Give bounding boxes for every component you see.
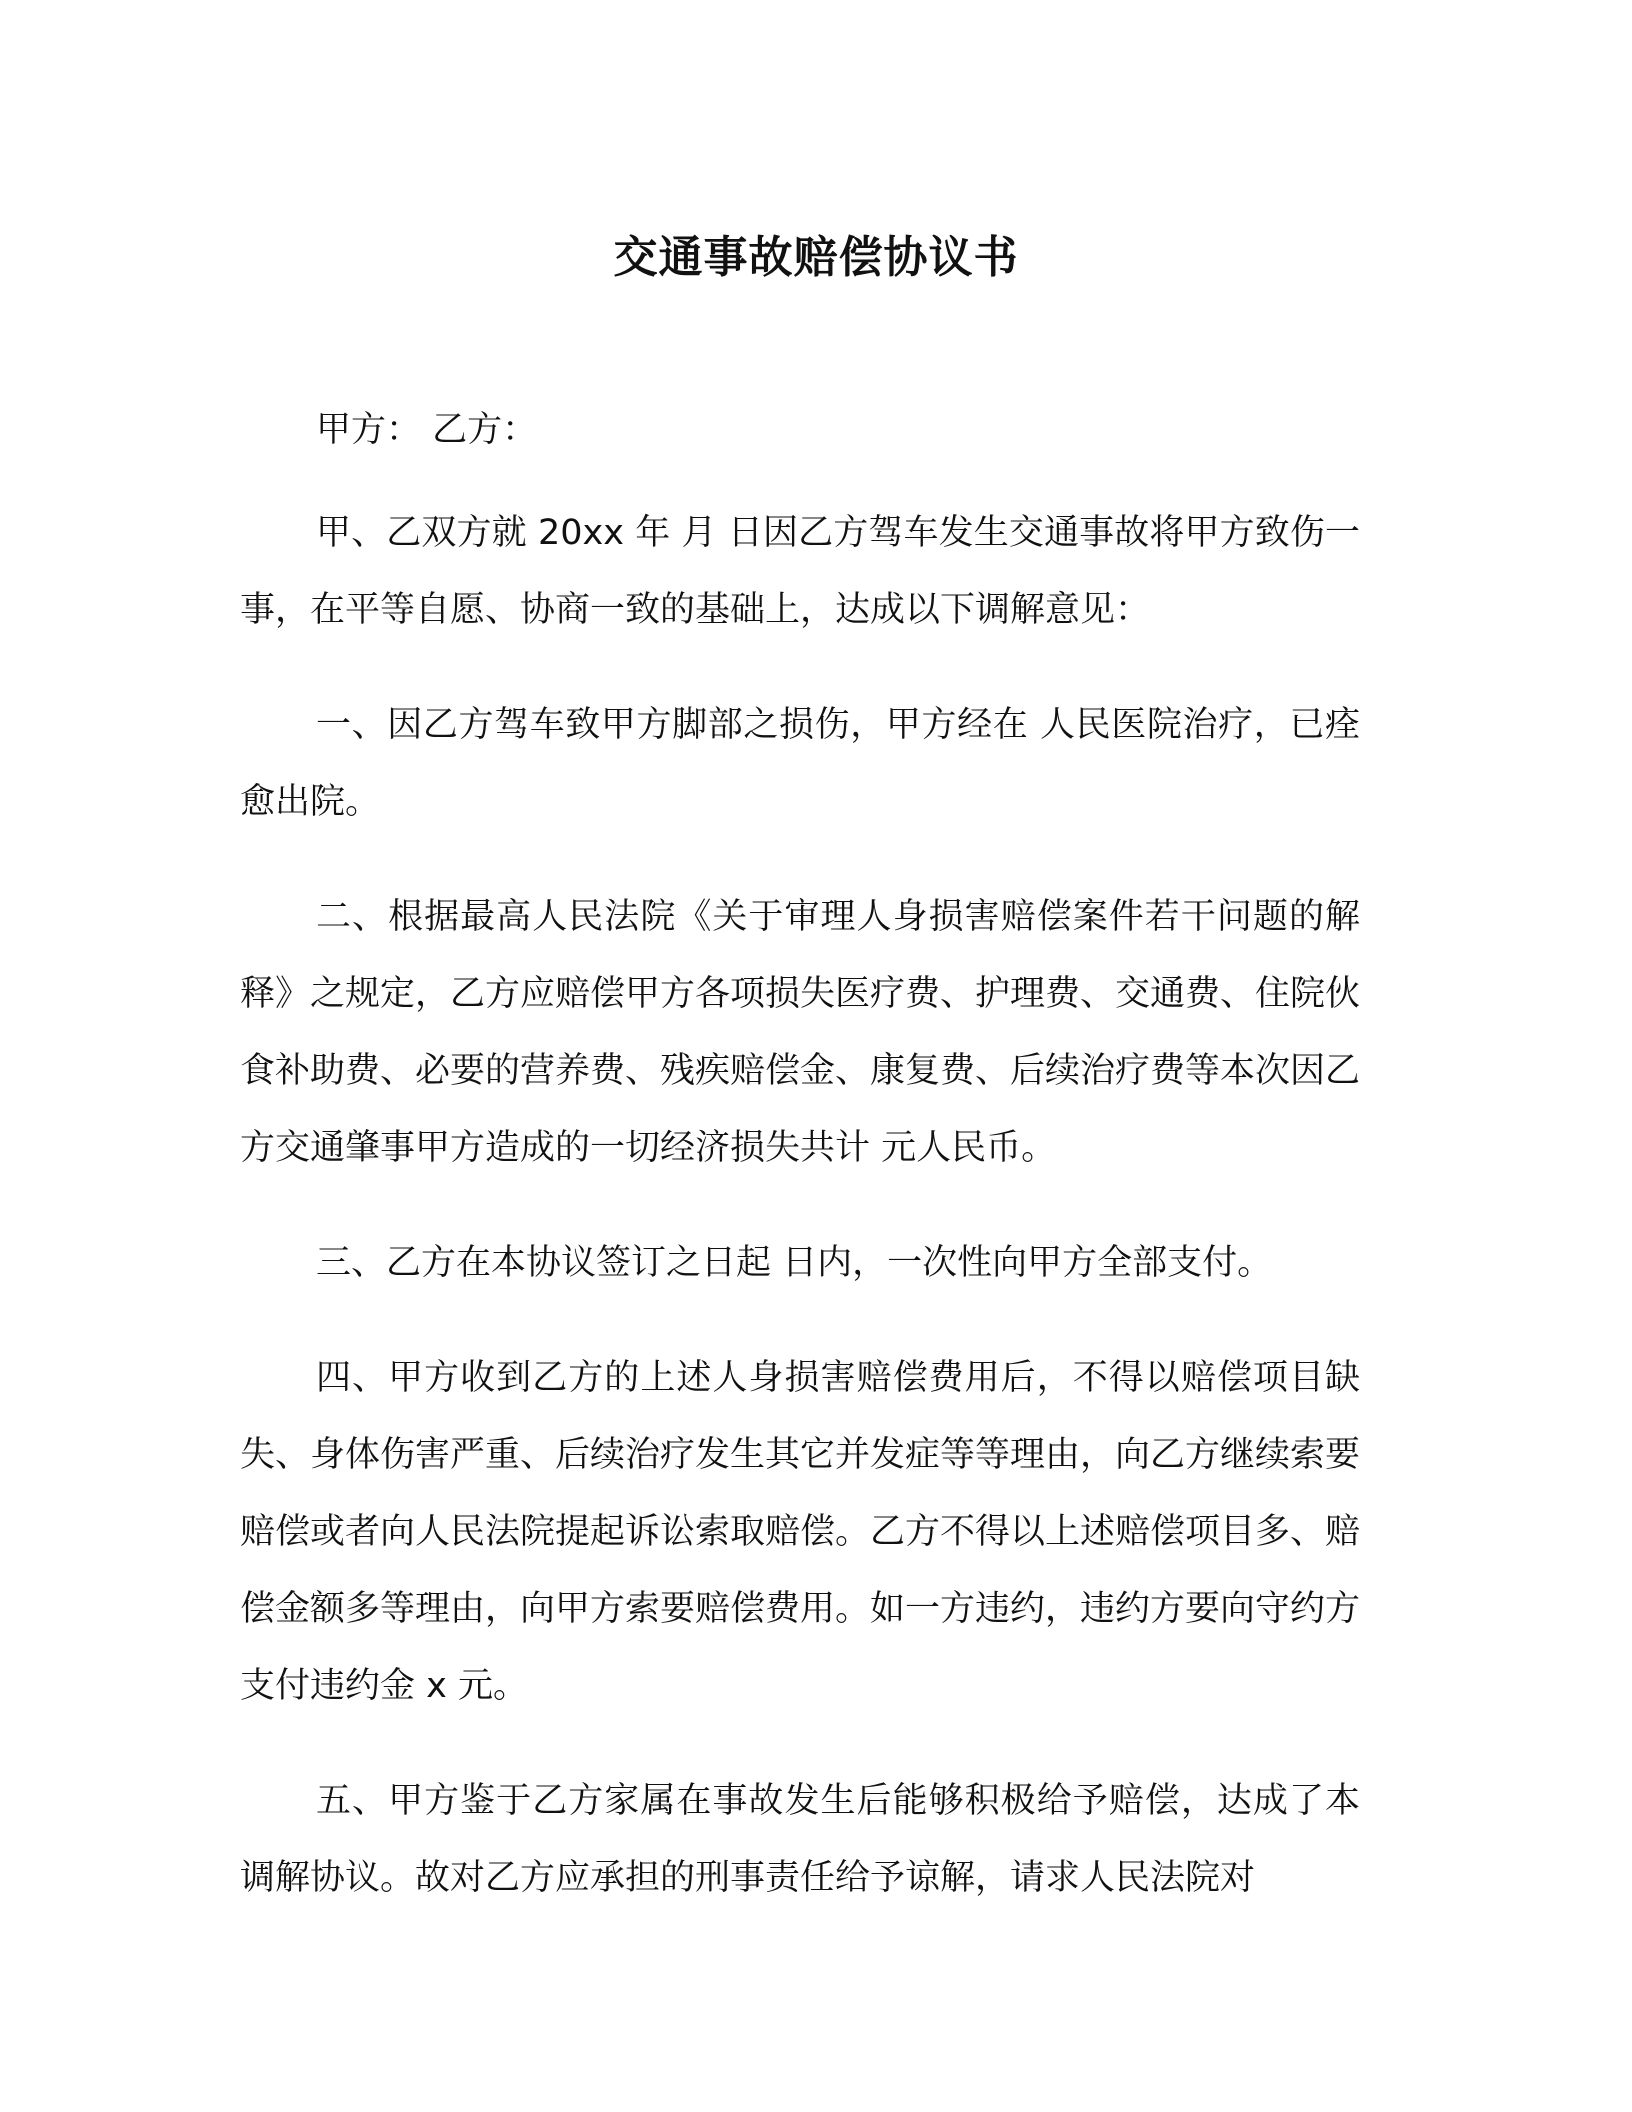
paragraph-clause-4: 四、甲方收到乙方的上述人身损害赔偿费用后，不得以赔偿项目缺失、身体伤害严重、后续治疗发生其它并发症等等理由，向乙方继续索要赔偿或者向人民法院提起诉讼索取赔偿。乙方不得以上述赔偿项目多、赔偿金额多等理由，向甲方索要赔偿费用。如一方违约，违约方要向守约方支付违约金 x 元。 <box>240 1358 1361 1706</box>
document-title: 交通事故赔偿协议书 <box>613 232 1019 283</box>
parties-line: 甲方： 乙方： <box>316 410 538 450</box>
paragraph-clause-2: 二、根据最高人民法院《关于审理人身损害赔偿案件若干问题的解释》之规定，乙方应赔偿甲方各项损失医疗费、护理费、交通费、住院伙食补助费、必要的营养费、残疾赔偿金、康复费、后续治疗费等本次因乙方交通肇事甲方造成的一切经济损失共计 元人民币。 <box>240 897 1361 1168</box>
paragraph-clause-1: 一、因乙方驾车致甲方脚部之损伤，甲方经在 人民医院治疗，已痊愈出院。 <box>240 705 1360 822</box>
paragraph-intro: 甲、乙双方就 20xx 年 月 日因乙方驾车发生交通事故将甲方致伤一事，在平等自愿、协商一致的基础上，达成以下调解意见： <box>240 513 1360 630</box>
paragraph-clause-3: 三、乙方在本协议签订之日起 日内，一次性向甲方全部支付。 <box>316 1243 1273 1283</box>
paragraph-clause-5: 五、甲方鉴于乙方家属在事故发生后能够积极给予赔偿，达成了本调解协议。故对乙方应承担的刑事责任给予谅解，请求人民法院对 <box>240 1781 1360 1898</box>
document-body <box>240 392 1360 1955</box>
